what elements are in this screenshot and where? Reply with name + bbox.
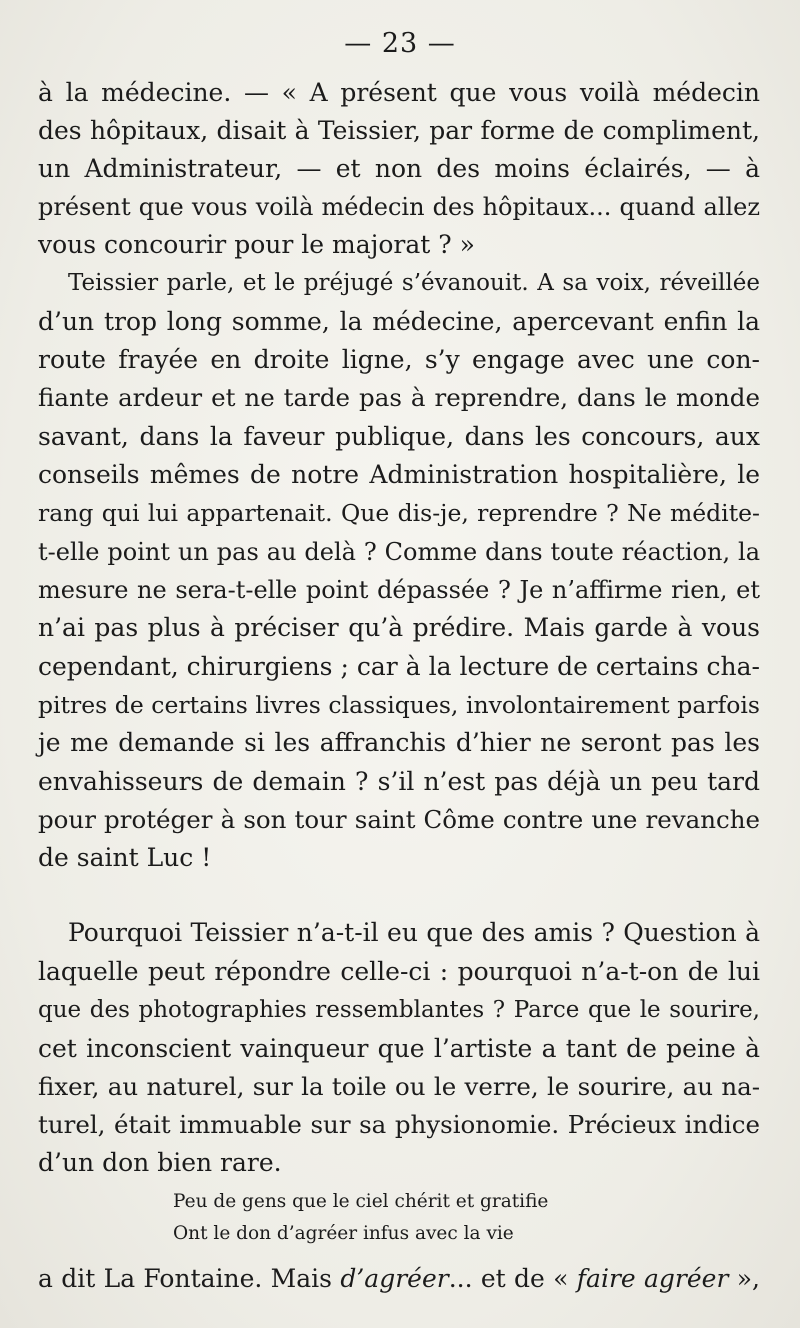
text-line: mesure ne sera-t-elle point dépassée ? Je n’affirme rien, et <box>38 576 760 604</box>
text-line: turel, était immuable sur sa physionomie. Précieux indice <box>38 1110 760 1139</box>
text-line: laquelle peut répondre celle-ci : pourquoi n’a-t-on de lui <box>38 957 760 986</box>
italic-phrase: d’agréer <box>340 1264 449 1293</box>
text-line-final <box>38 1262 760 1296</box>
text-line: pour protéger à son tour saint Côme contre une revanche <box>38 805 760 834</box>
text-line: de saint Luc ! <box>38 843 212 872</box>
text-line: savant, dans la faveur publique, dans les concours, aux <box>38 422 760 451</box>
page-number: — 23 — <box>344 28 456 59</box>
text-line: que des photographies ressemblantes ? Parce que le sourire, <box>38 997 760 1023</box>
text-line: vous concourir pour le majorat ? » <box>38 230 475 259</box>
text-line: conseils mêmes de notre Administration hospitalière, le <box>38 460 760 489</box>
text-line: je me demande si les affranchis d’hier ne seront pas les <box>38 728 760 757</box>
verse-line: Ont le don d’agréer infus avec la vie <box>173 1223 514 1244</box>
verse-line: Peu de gens que le ciel chérit et gratifie <box>173 1191 549 1212</box>
text-line: n’ai pas plus à préciser qu’à prédire. Mais garde à vous <box>38 613 760 642</box>
text-line: à la médecine. — « A présent que vous voilà médecin <box>38 78 760 107</box>
text-segment: a dit La Fontaine. Mais <box>38 1264 341 1293</box>
text-line: d’un don bien rare. <box>38 1148 282 1177</box>
text-line: cet inconscient vainqueur que l’artiste a tant de peine à <box>38 1034 760 1063</box>
text-line: des hôpitaux, disait à Teissier, par forme de compliment, <box>38 116 760 145</box>
text-line: t-elle point un pas au delà ? Comme dans toute réaction, la <box>38 538 760 566</box>
text-line: envahisseurs de demain ? s’il n’est pas déjà un peu tard <box>38 767 760 796</box>
text-line: présent que vous voilà médecin des hôpitaux... quand allez <box>38 193 760 221</box>
text-line: route frayée en droite ligne, s’y engage avec une con- <box>38 345 760 374</box>
text-segment: ... et de « <box>448 1264 577 1293</box>
text-line: Pourquoi Teissier n’a-t-il eu que des amis ? Question à <box>68 918 760 947</box>
text-line: cependant, chirurgiens ; car à la lecture de certains cha- <box>38 652 760 681</box>
text-line: pitres de certains livres classiques, involontairement parfois <box>38 691 760 719</box>
text-segment: », <box>728 1264 760 1293</box>
text-line: d’un trop long somme, la médecine, apercevant enfin la <box>38 307 760 336</box>
text-line: un Administrateur, — et non des moins éclairés, — à <box>38 154 760 183</box>
text-line: fixer, au naturel, sur la toile ou le verre, le sourire, au na- <box>38 1072 760 1101</box>
text-line: rang qui lui appartenait. Que dis-je, reprendre ? Ne médite- <box>38 499 760 527</box>
text-line: Teissier parle, et le préjugé s’évanouit. A sa voix, réveillée <box>68 270 760 296</box>
text-line: fiante ardeur et ne tarde pas à reprendre, dans le monde <box>38 383 760 412</box>
italic-phrase: faire agréer <box>576 1264 729 1293</box>
